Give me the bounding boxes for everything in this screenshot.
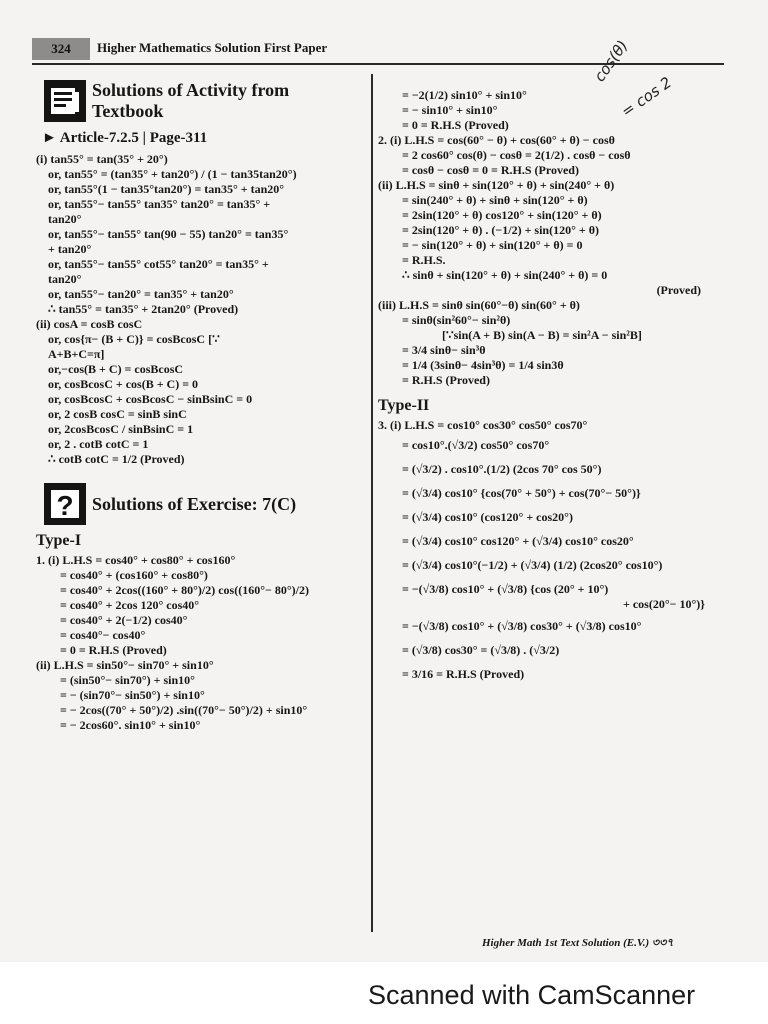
equation-line: or, tan55°− tan20° = tan35° + tan20° <box>48 287 234 301</box>
exercise-1-ii-continued <box>378 88 723 133</box>
equation-line: 2. (i) L.H.S = cos(60° − θ) + cos(60° + θ) − cosθ <box>378 133 615 147</box>
equation-line: or,−cos(B + C) = cosBcosC <box>48 362 184 376</box>
equation-line: = 3/16 = R.H.S (Proved) <box>402 667 525 681</box>
equation-line: or, 2 cosB cosC = sinB sinC <box>48 407 187 421</box>
exercise-2-ii <box>378 178 723 298</box>
equation-line: = 2sin(120° + θ) . (−1/2) + sin(120° + θ) <box>402 223 599 237</box>
page-footer: Higher Math 1st Text Solution (E.V.) ৩৩৭ <box>482 937 674 949</box>
equation-line: tan20° <box>48 272 82 286</box>
equation-line: = (√3/2) . cos10°.(1/2) (2cos 70° cos 50°) <box>402 462 602 476</box>
equation-line: = cos40° + 2(−1/2) cos40° <box>60 613 188 627</box>
equation-line: or, tan55°− tan55° tan35° tan20° = tan35° + <box>48 197 271 211</box>
running-header: Higher Mathematics Solution First Paper <box>97 40 328 55</box>
equation-line: or, tan55°− tan55° tan(90 − 55) tan20° = tan35° <box>48 227 289 241</box>
type-ii-heading: Type-II <box>378 397 430 414</box>
equation-line: = −2(1/2) sin10° + sin10° <box>402 88 527 102</box>
equation-line: (ii) L.H.S = sin50°− sin70° + sin10° <box>36 658 214 672</box>
exercise-2-i <box>378 133 723 178</box>
equation-line: = − 2cos60°. sin10° + sin10° <box>60 718 201 732</box>
exercise-2-iii <box>378 298 723 388</box>
page-number: 324 <box>32 38 90 60</box>
equation-line: = 0 = R.H.S (Proved) <box>402 118 509 132</box>
equation-line: ∴ sinθ + sin(120° + θ) + sin(240° + θ) = 0 <box>402 268 608 282</box>
equation-line: or, cosBcosC + cosBcosC − sinBsinC = 0 <box>48 392 253 406</box>
equation-line: = cosθ − cosθ = 0 = R.H.S (Proved) <box>402 163 579 177</box>
exercise-1-ii <box>36 658 366 733</box>
equation-line: [∵sin(A + B) sin(A − B) = sin²A − sin²B] <box>442 328 642 342</box>
equation-line: = cos40° + (cos160° + cos80°) <box>60 568 208 582</box>
equation-line: (ii) cosA = cosB cosC <box>36 317 143 331</box>
equation-line: + cos(20°− 10°)} <box>623 597 705 611</box>
equation-line: or, cosBcosC + cos(B + C) = 0 <box>48 377 199 391</box>
equation-line: = R.H.S (Proved) <box>402 373 490 387</box>
equation-line: or, tan55° = (tan35° + tan20°) / (1 − tan35tan20°) <box>48 167 297 181</box>
equation-line: = (√3/4) cos10° cos120° + (√3/4) cos10° cos20° <box>402 534 634 548</box>
equation-line: or, cos{π− (B + C)} = cosBcosC [∵ <box>48 332 220 346</box>
equation-line: or, 2 . cotB cotC = 1 <box>48 437 149 451</box>
equation-line: (iii) L.H.S = sinθ sin(60°−θ) sin(60° + θ) <box>378 298 580 312</box>
left-column <box>36 78 366 733</box>
equation-line: or, 2cosBcosC / sinBsinC = 1 <box>48 422 194 436</box>
textbook-icon <box>44 80 86 122</box>
activity-section-heading <box>44 80 366 122</box>
equation-line: = − sin(120° + θ) + sin(120° + θ) = 0 <box>402 238 583 252</box>
equation-line: = (√3/8) cos30° = (√3/8) . (√3/2) <box>402 643 560 657</box>
column-divider <box>371 74 373 932</box>
equation-line: = − sin10° + sin10° <box>402 103 498 117</box>
equation-line: 1. (i) L.H.S = cos40° + cos80° + cos160° <box>36 553 236 567</box>
equation-line: = sin(240° + θ) + sinθ + sin(120° + θ) <box>402 193 588 207</box>
equation-line: = cos40° + 2cos((160° + 80°)/2) cos((160°− 80°)/2) <box>60 583 309 597</box>
equation-line: + tan20° <box>48 242 92 256</box>
exercise-section-title: Solutions of Exercise: 7(C) <box>92 493 297 514</box>
equation-line: 3. (i) L.H.S = cos10° cos30° cos50° cos70° <box>378 418 588 432</box>
equation-line: A+B+C=π] <box>48 347 105 361</box>
equation-line: = − (sin70°− sin50°) + sin10° <box>60 688 205 702</box>
equation-line: ∴ cotB cotC = 1/2 (Proved) <box>48 452 185 466</box>
equation-line: = R.H.S. <box>402 253 446 267</box>
activity-title-line-1: Solutions of Activity from <box>92 80 290 100</box>
exercise-1-i <box>36 553 366 658</box>
equation-line: or, tan55°− tan55° cot55° tan20° = tan35° + <box>48 257 269 271</box>
right-column <box>378 88 723 682</box>
equation-line: = cos40° + 2cos 120° cos40° <box>60 598 200 612</box>
equation-line: = 2sin(120° + θ) cos120° + sin(120° + θ) <box>402 208 602 222</box>
exercise-3-i <box>378 418 723 682</box>
equation-line: = (√3/4) cos10° {cos(70° + 50°) + cos(70°− 50°)} <box>402 486 641 500</box>
svg-text:?: ? <box>56 490 74 521</box>
equation-line: = 1/4 (3sinθ− 4sin³θ) = 1/4 sin3θ <box>402 358 564 372</box>
type-i-heading: Type-I <box>36 532 82 549</box>
article-heading: ► Article-7.2.5 | Page-311 <box>42 130 208 146</box>
equation-line: = − 2cos((70° + 50°)/2) .sin((70°− 50°)/2) + sin10° <box>60 703 308 717</box>
scanner-watermark: Scanned with CamScanner <box>368 980 696 1010</box>
equation-line: = cos10°.(√3/2) cos50° cos70° <box>402 438 550 452</box>
activity-section-title <box>92 80 289 122</box>
equation-line: = cos40°− cos40° <box>60 628 146 642</box>
activity-title-line-2: Textbook <box>92 101 164 121</box>
equation-line: = 2 cos60° cos(θ) − cosθ = 2(1/2) . cosθ − cosθ <box>402 148 631 162</box>
equation-line: = −(√3/8) cos10° + (√3/8) {cos (20° + 10°) <box>402 582 609 596</box>
question-mark-icon <box>44 483 86 525</box>
equation-line: (ii) L.H.S = sinθ + sin(120° + θ) + sin(240° + θ) <box>378 178 615 192</box>
equation-line: or, tan55°(1 − tan35°tan20°) = tan35° + tan20° <box>48 182 285 196</box>
equation-line: = sinθ(sin²60°− sin²θ) <box>402 313 511 327</box>
exercise-section-heading <box>44 483 366 525</box>
handwritten-note: = cos 2 <box>617 73 675 121</box>
activity-part-i <box>36 152 366 317</box>
equation-line: = 0 = R.H.S (Proved) <box>60 643 167 657</box>
proved-label: (Proved) <box>656 283 701 297</box>
equation-line: = (√3/4) cos10° (cos120° + cos20°) <box>402 510 573 524</box>
equation-line: = 3/4 sinθ− sin³θ <box>402 343 486 357</box>
handwritten-note: cos(θ) <box>590 36 632 86</box>
equation-line: tan20° <box>48 212 82 226</box>
equation-line: (i) tan55° = tan(35° + 20°) <box>36 152 168 166</box>
activity-part-ii <box>36 317 366 467</box>
equation-line: = (sin50°− sin70°) + sin10° <box>60 673 195 687</box>
equation-line: = −(√3/8) cos10° + (√3/8) cos30° + (√3/8) cos10° <box>402 619 642 633</box>
equation-line: ∴ tan55° = tan35° + 2tan20° (Proved) <box>48 302 239 316</box>
equation-line: = (√3/4) cos10°(−1/2) + (√3/4) (1/2) (2cos20° cos10°) <box>402 558 663 572</box>
